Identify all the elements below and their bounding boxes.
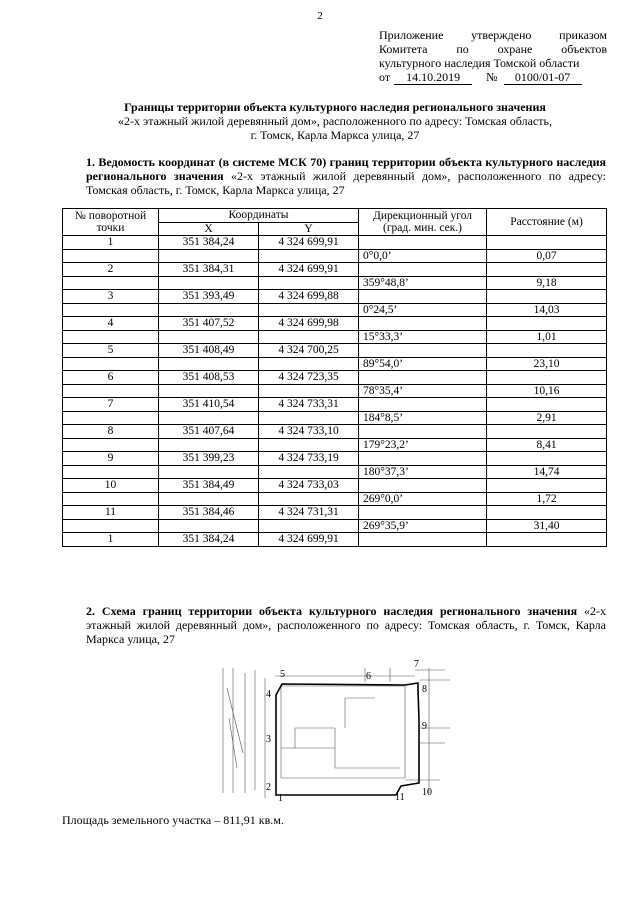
empty-cell: [259, 384, 359, 398]
section-2-heading: [62, 604, 606, 646]
point-x: 351 393,49: [159, 290, 259, 304]
empty-cell: [159, 330, 259, 344]
empty-cell: [487, 263, 607, 277]
scheme-label-1: 1: [278, 793, 283, 803]
empty-cell: [259, 249, 359, 263]
point-y: 4 324 733,03: [259, 479, 359, 493]
empty-cell: [159, 276, 259, 290]
empty-cell: [63, 249, 159, 263]
empty-cell: [63, 465, 159, 479]
point-number: 1: [63, 236, 159, 250]
point-x: 351 408,53: [159, 371, 259, 385]
empty-cell: [259, 276, 359, 290]
table-row-segment: [63, 519, 607, 533]
empty-cell: [487, 452, 607, 466]
empty-cell: [487, 236, 607, 250]
empty-cell: [63, 492, 159, 506]
empty-cell: [63, 357, 159, 371]
point-x: 351 384,49: [159, 479, 259, 493]
table-row-point: [63, 317, 607, 331]
point-number: 10: [63, 479, 159, 493]
section-1-rest: «2-х этажный жилой деревянный дом», расположенного по адресу: Томская область, г. Томск, Карла Маркса улица, 27: [86, 169, 606, 197]
point-number: 6: [63, 371, 159, 385]
point-number: 5: [63, 344, 159, 358]
point-y: 4 324 723,35: [259, 371, 359, 385]
scheme-label-6: 6: [366, 671, 371, 682]
segment-distance: 1,01: [487, 330, 607, 344]
point-y: 4 324 699,91: [259, 533, 359, 547]
table-row-point: [63, 533, 607, 547]
title-line-2: «2-х этажный жилой деревянный дом», расположенного по адресу: Томская область,: [118, 114, 552, 128]
empty-cell: [63, 330, 159, 344]
scheme-label-7: 7: [414, 659, 419, 670]
empty-cell: [159, 411, 259, 425]
empty-cell: [159, 303, 259, 317]
point-x: 351 384,24: [159, 236, 259, 250]
empty-cell: [487, 317, 607, 331]
approval-block: [379, 28, 607, 85]
empty-cell: [259, 357, 359, 371]
empty-cell: [259, 411, 359, 425]
point-y: 4 324 699,98: [259, 317, 359, 331]
segment-angle: 179°23,2’: [359, 438, 487, 452]
empty-cell: [159, 465, 259, 479]
scheme-background: [223, 668, 443, 798]
point-x: 351 384,46: [159, 506, 259, 520]
approval-number: 0100/01-07: [504, 70, 582, 85]
empty-cell: [259, 519, 359, 533]
point-number: 7: [63, 398, 159, 412]
point-y: 4 324 699,91: [259, 236, 359, 250]
segment-distance: 9,18: [487, 276, 607, 290]
segment-angle: 89°54,0’: [359, 357, 487, 371]
approval-line-1: Приложение утверждено приказом: [379, 28, 607, 42]
approval-date: 14.10.2019: [394, 70, 472, 85]
empty-cell: [63, 438, 159, 452]
empty-cell: [359, 533, 487, 547]
table-row-point: [63, 290, 607, 304]
page-number: 2: [317, 10, 323, 22]
section-1-bold: 1. Ведомость координат (в системе МСК 70) границ территории объекта культурного наследия регионального значения: [86, 155, 606, 183]
table-row-point: [63, 506, 607, 520]
empty-cell: [487, 398, 607, 412]
point-number: 8: [63, 425, 159, 439]
point-y: 4 324 699,91: [259, 263, 359, 277]
empty-cell: [159, 384, 259, 398]
point-number: 11: [63, 506, 159, 520]
segment-angle: 0°24,5’: [359, 303, 487, 317]
scheme-label-8: 8: [422, 684, 427, 695]
scheme-label-2: 2: [266, 782, 271, 793]
empty-cell: [63, 303, 159, 317]
empty-cell: [63, 519, 159, 533]
approval-from: от: [379, 70, 391, 84]
table-row-point: [63, 398, 607, 412]
empty-cell: [259, 330, 359, 344]
table-row-segment: [63, 276, 607, 290]
segment-distance: 31,40: [487, 519, 607, 533]
segment-distance: 0,07: [487, 249, 607, 263]
boundary-scheme: [215, 658, 450, 803]
segment-angle: 359°48,8’: [359, 276, 487, 290]
point-number: 1: [63, 533, 159, 547]
table-row-point: [63, 425, 607, 439]
table-row-point: [63, 371, 607, 385]
empty-cell: [63, 276, 159, 290]
approval-line-2: Комитета по охране объектов: [379, 42, 607, 56]
table-row-segment: [63, 249, 607, 263]
title-line-1: Границы территории объекта культурного наследия регионального значения: [124, 100, 546, 114]
point-x: 351 384,31: [159, 263, 259, 277]
point-x: 351 408,49: [159, 344, 259, 358]
empty-cell: [487, 479, 607, 493]
point-y: 4 324 699,88: [259, 290, 359, 304]
empty-cell: [259, 465, 359, 479]
scheme-label-9: 9: [422, 721, 427, 732]
point-number: 4: [63, 317, 159, 331]
point-y: 4 324 733,19: [259, 452, 359, 466]
empty-cell: [63, 384, 159, 398]
segment-distance: 1,72: [487, 492, 607, 506]
segment-distance: 14,74: [487, 465, 607, 479]
table-row-point: [63, 236, 607, 250]
coordinates-table: [62, 208, 607, 547]
segment-angle: 269°0,0’: [359, 492, 487, 506]
scheme-label-10: 10: [422, 787, 432, 798]
segment-angle: 180°37,3’: [359, 465, 487, 479]
empty-cell: [359, 479, 487, 493]
approval-date-row: [379, 70, 607, 85]
table-row-segment: [63, 438, 607, 452]
empty-cell: [487, 425, 607, 439]
empty-cell: [63, 411, 159, 425]
point-number: 9: [63, 452, 159, 466]
empty-cell: [487, 371, 607, 385]
point-y: 4 324 733,31: [259, 398, 359, 412]
section-2-rest: «2-х этажный жилой деревянный дом», расположенного по адресу: Томская область, г. Томск, Карла Маркса улица, 27: [86, 604, 606, 646]
point-number: 3: [63, 290, 159, 304]
land-area: Площадь земельного участка – 811,91 кв.м.: [62, 813, 284, 827]
segment-angle: 0°0,0’: [359, 249, 487, 263]
section-2-bold: 2. Схема границ территории объекта культурного наследия регионального значения: [86, 604, 578, 618]
empty-cell: [359, 371, 487, 385]
table-row-point: [63, 479, 607, 493]
point-x: 351 410,54: [159, 398, 259, 412]
empty-cell: [487, 344, 607, 358]
point-x: 351 407,64: [159, 425, 259, 439]
table-row-segment: [63, 492, 607, 506]
scheme-label-5: 5: [280, 669, 285, 680]
table-row-segment: [63, 330, 607, 344]
table-row-segment: [63, 465, 607, 479]
header-x: X: [159, 222, 259, 236]
empty-cell: [359, 317, 487, 331]
segment-angle: 78°35,4’: [359, 384, 487, 398]
header-y: Y: [259, 222, 359, 236]
scheme-label-4: 4: [266, 689, 271, 700]
segment-angle: 15°33,3’: [359, 330, 487, 344]
empty-cell: [359, 398, 487, 412]
approval-num-sign: №: [486, 70, 498, 84]
table-row-segment: [63, 303, 607, 317]
empty-cell: [359, 452, 487, 466]
segment-distance: 2,91: [487, 411, 607, 425]
header-point-number: № поворотной точки: [63, 209, 159, 236]
segment-distance: 10,16: [487, 384, 607, 398]
empty-cell: [259, 438, 359, 452]
empty-cell: [159, 492, 259, 506]
empty-cell: [359, 263, 487, 277]
table-row-segment: [63, 384, 607, 398]
header-direction-angle: Дирекционный угол (град. мин. сек.): [359, 209, 487, 236]
scheme-label-3: 3: [266, 734, 271, 745]
approval-line-3: культурного наследия Томской области: [379, 56, 580, 70]
empty-cell: [359, 344, 487, 358]
title-line-3: г. Томск, Карла Маркса улица, 27: [250, 128, 420, 142]
segment-angle: 184°8,5’: [359, 411, 487, 425]
empty-cell: [259, 303, 359, 317]
segment-distance: 14,03: [487, 303, 607, 317]
scheme-label-11: 11: [395, 792, 405, 803]
segment-angle: 269°35,9’: [359, 519, 487, 533]
empty-cell: [487, 290, 607, 304]
empty-cell: [159, 357, 259, 371]
point-y: 4 324 731,31: [259, 506, 359, 520]
empty-cell: [359, 290, 487, 304]
point-x: 351 399,23: [159, 452, 259, 466]
empty-cell: [359, 236, 487, 250]
segment-distance: 8,41: [487, 438, 607, 452]
empty-cell: [359, 425, 487, 439]
header-coordinates: Координаты: [159, 209, 359, 223]
table-row-segment: [63, 411, 607, 425]
table-row-point: [63, 452, 607, 466]
empty-cell: [487, 533, 607, 547]
empty-cell: [159, 519, 259, 533]
point-y: 4 324 733,10: [259, 425, 359, 439]
empty-cell: [159, 249, 259, 263]
point-x: 351 407,52: [159, 317, 259, 331]
point-x: 351 384,24: [159, 533, 259, 547]
document-title: [60, 100, 610, 142]
table-row-point: [63, 263, 607, 277]
empty-cell: [159, 438, 259, 452]
table-row-segment: [63, 357, 607, 371]
point-y: 4 324 700,25: [259, 344, 359, 358]
section-1-heading: [62, 155, 606, 197]
table-row-point: [63, 344, 607, 358]
empty-cell: [259, 492, 359, 506]
segment-distance: 23,10: [487, 357, 607, 371]
empty-cell: [359, 506, 487, 520]
header-distance: Расстояние (м): [487, 209, 607, 236]
empty-cell: [487, 506, 607, 520]
point-number: 2: [63, 263, 159, 277]
